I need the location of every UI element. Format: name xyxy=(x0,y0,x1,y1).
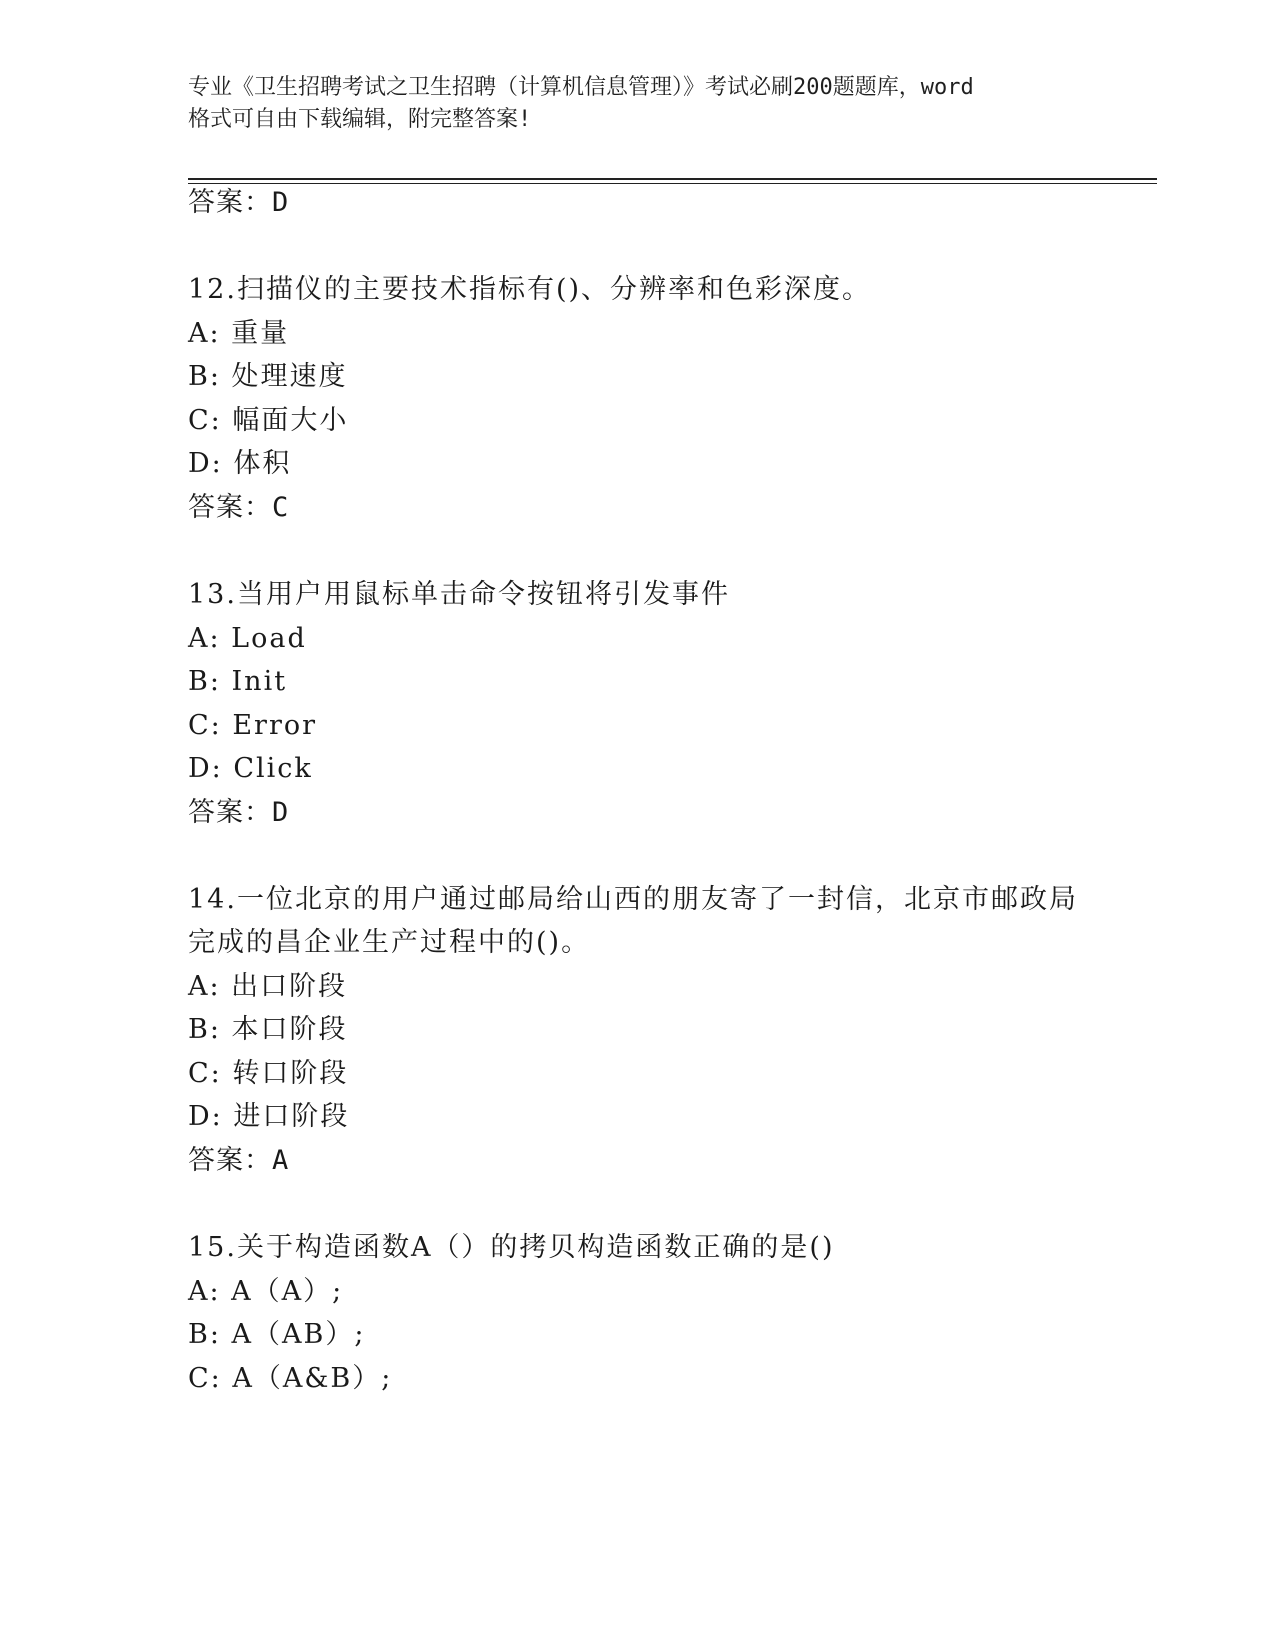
question-12-option-d: D: 体积 xyxy=(188,448,292,479)
answer-label: 答案： xyxy=(188,187,272,218)
header-line-2: 格式可自由下载编辑，附完整答案! xyxy=(188,107,532,132)
header-divider-thin xyxy=(188,183,1157,184)
question-14-text-line-1: 14.一位北京的用户通过邮局给山西的朋友寄了一封信，北京市邮政局 xyxy=(188,884,1078,915)
question-15-text: 15.关于构造函数A（）的拷贝构造函数正确的是() xyxy=(188,1232,835,1263)
question-12-text: 12.扫描仪的主要技术指标有()、分辨率和色彩深度。 xyxy=(188,274,872,305)
answer-value: D xyxy=(272,797,289,828)
question-15-option-b: B: A（AB）; xyxy=(188,1319,366,1350)
question-14-option-c: C: 转口阶段 xyxy=(188,1058,349,1089)
answer-label: 答案： xyxy=(188,492,272,523)
document-header xyxy=(188,72,1108,136)
answer-line-11 xyxy=(188,186,288,220)
answer-line-13 xyxy=(188,796,288,830)
answer-line-14 xyxy=(188,1144,288,1178)
question-12-option-b: B: 处理速度 xyxy=(188,361,348,392)
answer-line-12 xyxy=(188,491,288,525)
header-divider-thick xyxy=(188,178,1157,180)
question-13-option-d: D: Click xyxy=(188,753,313,784)
question-14-option-a: A: 出口阶段 xyxy=(188,971,348,1002)
header-line-1: 专业《卫生招聘考试之卫生招聘（计算机信息管理）》考试必刷200题题库，word xyxy=(188,75,974,100)
question-15-option-c: C: A（A&B）; xyxy=(188,1363,393,1394)
question-13-option-b: B: Init xyxy=(188,666,288,697)
question-13-option-a: A: Load xyxy=(188,623,307,654)
answer-value: A xyxy=(272,1145,289,1176)
question-12-option-c: C: 幅面大小 xyxy=(188,405,349,436)
question-14-text-line-2: 完成的昌企业生产过程中的()。 xyxy=(188,927,591,958)
answer-value: D xyxy=(272,187,289,218)
question-15-option-a: A: A（A）; xyxy=(188,1276,344,1307)
question-13-option-c: C: Error xyxy=(188,710,318,741)
question-12-option-a: A: 重量 xyxy=(188,318,290,349)
answer-value: C xyxy=(272,492,289,523)
answer-label: 答案： xyxy=(188,797,272,828)
question-14-option-d: D: 进口阶段 xyxy=(188,1101,350,1132)
question-13-text: 13.当用户用鼠标单击命令按钮将引发事件 xyxy=(188,579,730,610)
question-14-option-b: B: 本口阶段 xyxy=(188,1014,348,1045)
answer-label: 答案： xyxy=(188,1145,272,1176)
